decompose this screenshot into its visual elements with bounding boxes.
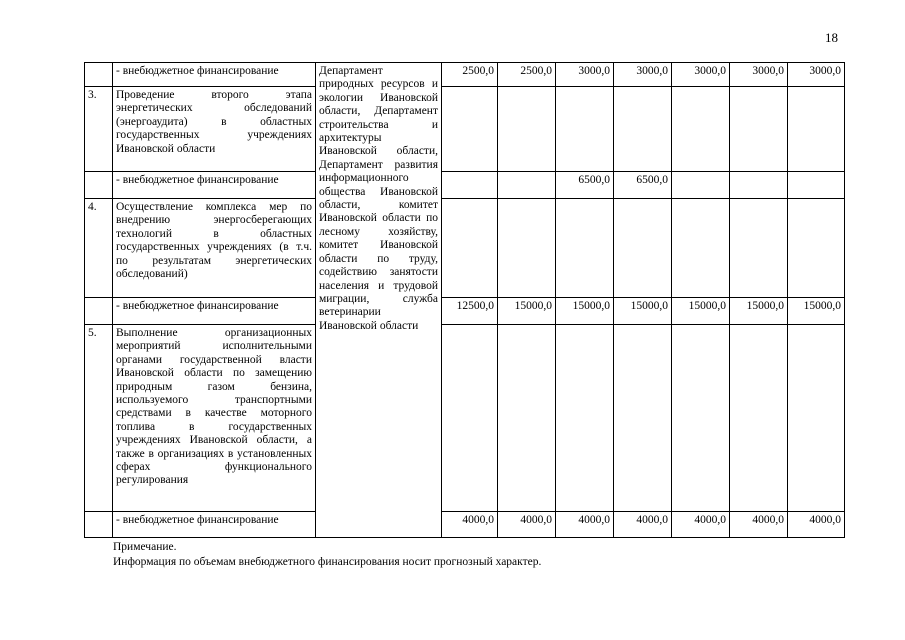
- amount-cell: 2500,0: [442, 63, 498, 87]
- empty-amount-cell: [614, 199, 672, 298]
- empty-amount-cell: [498, 325, 556, 512]
- empty-amount-cell: [614, 87, 672, 172]
- amount-cell: [442, 172, 498, 199]
- empty-amount-cell: [442, 325, 498, 512]
- amount-cell: 3000,0: [614, 63, 672, 87]
- amount-cell: 3000,0: [730, 63, 788, 87]
- amount-cell: 15000,0: [498, 298, 556, 325]
- amount-cell: 12500,0: [442, 298, 498, 325]
- amount-cell: 3000,0: [556, 63, 614, 87]
- empty-amount-cell: [788, 325, 845, 512]
- row-number: 5.: [85, 325, 113, 512]
- financing-table: [84, 62, 845, 538]
- financing-label: - внебюджетное финансирование: [113, 298, 316, 325]
- amount-cell: [498, 172, 556, 199]
- amount-cell: 4000,0: [442, 512, 498, 538]
- empty-amount-cell: [730, 199, 788, 298]
- amount-cell: [672, 172, 730, 199]
- amount-cell: 4000,0: [730, 512, 788, 538]
- number-cell: [85, 298, 113, 325]
- row-number: 4.: [85, 199, 113, 298]
- amount-cell: 15000,0: [614, 298, 672, 325]
- amount-cell: 15000,0: [672, 298, 730, 325]
- financing-label: - внебюджетное финансирование: [113, 512, 316, 538]
- empty-amount-cell: [442, 87, 498, 172]
- number-cell: [85, 512, 113, 538]
- empty-amount-cell: [498, 199, 556, 298]
- empty-amount-cell: [556, 199, 614, 298]
- amount-cell: 4000,0: [788, 512, 845, 538]
- empty-amount-cell: [672, 87, 730, 172]
- page-number: 18: [825, 30, 838, 45]
- financing-row: [85, 172, 845, 199]
- number-cell: [85, 63, 113, 87]
- empty-amount-cell: [672, 199, 730, 298]
- empty-amount-cell: [556, 325, 614, 512]
- amount-cell: 15000,0: [556, 298, 614, 325]
- activity-row: [85, 199, 845, 298]
- financing-row: [85, 512, 845, 538]
- empty-amount-cell: [614, 325, 672, 512]
- row-number: 3.: [85, 87, 113, 172]
- amount-cell: 6500,0: [614, 172, 672, 199]
- financing-label: - внебюджетное финансирование: [113, 63, 316, 87]
- amount-cell: 4000,0: [556, 512, 614, 538]
- note-text: Информация по объемам внебюджетного финансирования носит прогнозный характер.: [113, 556, 542, 568]
- amount-cell: [730, 172, 788, 199]
- amount-cell: 4000,0: [498, 512, 556, 538]
- amount-cell: 4000,0: [672, 512, 730, 538]
- amount-cell: 3000,0: [672, 63, 730, 87]
- activity-description: Проведение второго этапа энергетических обследований (энергоаудита) в областных государственных учреждениях Ивановской области: [113, 87, 316, 172]
- empty-amount-cell: [788, 199, 845, 298]
- empty-amount-cell: [672, 325, 730, 512]
- executor-cell: Департамент природных ресурсов и экологии Ивановской области, Департамент строительства и архитектуры Ивановской области, Департамент развития информационного общества Ивановской области, комитет Ивановской области по лесному хозяйству, комитет Ивановской области по труду, содействию занятости населения и трудовой миграции, служба ветеринарии Ивановской области: [316, 63, 442, 538]
- empty-amount-cell: [556, 87, 614, 172]
- number-cell: [85, 172, 113, 199]
- amount-cell: 4000,0: [614, 512, 672, 538]
- note-title: Примечание.: [113, 541, 177, 553]
- amount-cell: 15000,0: [788, 298, 845, 325]
- activity-description: Выполнение организационных мероприятий исполнительными органами государственной власти Ивановской области по замещению природным газом бензина, используемого транспортными средствами в качестве моторного топлива в государственных учреждениях Ивановской области, а также в организациях в установленных сферах функционального регулирования: [113, 325, 316, 512]
- financing-row: [85, 63, 845, 87]
- amount-cell: 2500,0: [498, 63, 556, 87]
- financing-row: [85, 298, 845, 325]
- amount-cell: [788, 172, 845, 199]
- amount-cell: 3000,0: [788, 63, 845, 87]
- amount-cell: 15000,0: [730, 298, 788, 325]
- empty-amount-cell: [442, 199, 498, 298]
- activity-row: [85, 87, 845, 172]
- activity-description: Осуществление комплекса мер по внедрению энергосберегающих технологий в областных государственных учреждениях (в т.ч. по результатам энергетических обследований): [113, 199, 316, 298]
- empty-amount-cell: [730, 87, 788, 172]
- financing-label: - внебюджетное финансирование: [113, 172, 316, 199]
- amount-cell: 6500,0: [556, 172, 614, 199]
- empty-amount-cell: [788, 87, 845, 172]
- empty-amount-cell: [498, 87, 556, 172]
- activity-row: [85, 325, 845, 512]
- empty-amount-cell: [730, 325, 788, 512]
